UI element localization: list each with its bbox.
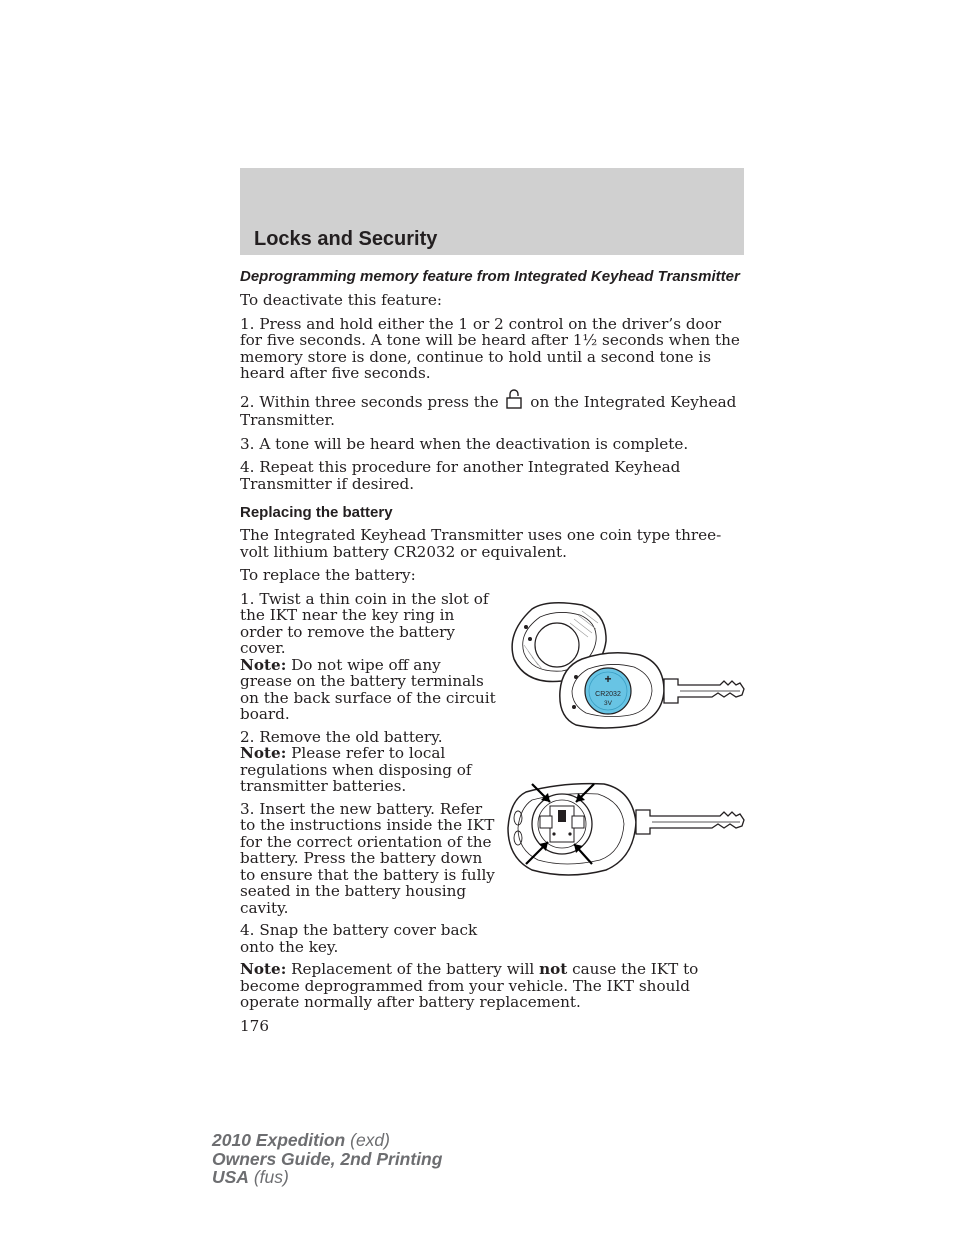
footer-line-2 bbox=[212, 1150, 442, 1169]
battery-to-replace: To replace the battery: bbox=[240, 566, 416, 584]
battery-plus-label: + bbox=[604, 671, 612, 686]
footer-market-code: (fus) bbox=[253, 1167, 289, 1187]
battery-figures bbox=[496, 591, 744, 962]
step2-text-after: on the Integrated Keyhead Transmitter. bbox=[240, 392, 737, 429]
battery-heading: Replacing the battery bbox=[240, 504, 393, 521]
footer-model-code: (exd) bbox=[350, 1130, 390, 1150]
deprogramming-step-2 bbox=[240, 389, 744, 429]
battery-step-1-text: 1. Twist a thin coin in the slot of the IKT near the key ring in order to remove the battery cover. bbox=[240, 589, 489, 657]
footer bbox=[212, 1131, 442, 1187]
page-content bbox=[240, 268, 744, 1041]
section-title: Locks and Security bbox=[254, 228, 438, 250]
lock-icon bbox=[505, 389, 523, 413]
battery-step-1-note: Do not wipe off any grease on the battery terminals on the back surface of the circuit board. bbox=[240, 655, 496, 723]
battery-step-2-note: Please refer to local regulations when disposing of transmitter batteries. bbox=[240, 744, 472, 795]
final-note bbox=[240, 961, 744, 1011]
final-note-before: Replacement of the battery will bbox=[291, 960, 535, 978]
battery-voltage-label: 3V bbox=[604, 699, 612, 707]
battery-step-1 bbox=[240, 591, 496, 723]
footer-line-1 bbox=[212, 1131, 442, 1150]
step2-text-before: 2. Within three seconds press the bbox=[240, 392, 499, 411]
battery-steps-text bbox=[240, 591, 496, 962]
deprogramming-step-3: 3. A tone will be heard when the deactivation is complete. bbox=[240, 434, 689, 453]
final-note-label: Note: bbox=[240, 960, 287, 978]
key-battery-cover-figure bbox=[502, 599, 746, 744]
footer-printing: Owners Guide, 2nd Printing bbox=[212, 1148, 443, 1169]
battery-step-4: 4. Snap the battery cover back onto the key. bbox=[240, 921, 478, 956]
deprogramming-intro: To deactivate this feature: bbox=[240, 291, 442, 309]
deprogramming-heading: Deprogramming memory feature from Integrated Keyhead Transmitter bbox=[240, 268, 740, 285]
battery-step-3: 3. Insert the new battery. Refer to the instructions inside the IKT for the correct orientation of the battery. Press the battery down to ensure that the battery is fully seated in the battery housing cavity. bbox=[240, 799, 495, 917]
final-note-after: cause the IKT to become deprogrammed from your vehicle. The IKT should operate normally after battery replacement. bbox=[240, 960, 699, 1011]
deprogramming-step-4: 4. Repeat this procedure for another Integrated Keyhead Transmitter if desired. bbox=[240, 458, 681, 493]
battery-steps-section bbox=[240, 591, 744, 962]
final-note-bold: not bbox=[539, 960, 568, 978]
battery-step-2-text: 2. Remove the old battery. bbox=[240, 727, 443, 746]
footer-market: USA bbox=[212, 1167, 249, 1187]
battery-intro: The Integrated Keyhead Transmitter uses one coin type three-volt lithium battery CR2032 or equivalent. bbox=[240, 526, 722, 561]
battery-step-2 bbox=[240, 729, 496, 795]
battery-model-label: CR2032 bbox=[595, 690, 621, 698]
note-label: Note: bbox=[240, 655, 287, 674]
note-label: Note: bbox=[240, 744, 287, 762]
page-number: 176 bbox=[240, 1016, 269, 1035]
footer-line-3 bbox=[212, 1168, 442, 1187]
key-battery-insert-figure bbox=[502, 776, 746, 880]
footer-model: 2010 Expedition bbox=[212, 1130, 346, 1150]
deprogramming-step-1: 1. Press and hold either the 1 or 2 control on the driver’s door for five seconds. A tone will be heard after 1½ seconds when the memory store is done, continue to hold until a second tone is heard after five seconds. bbox=[240, 314, 740, 382]
